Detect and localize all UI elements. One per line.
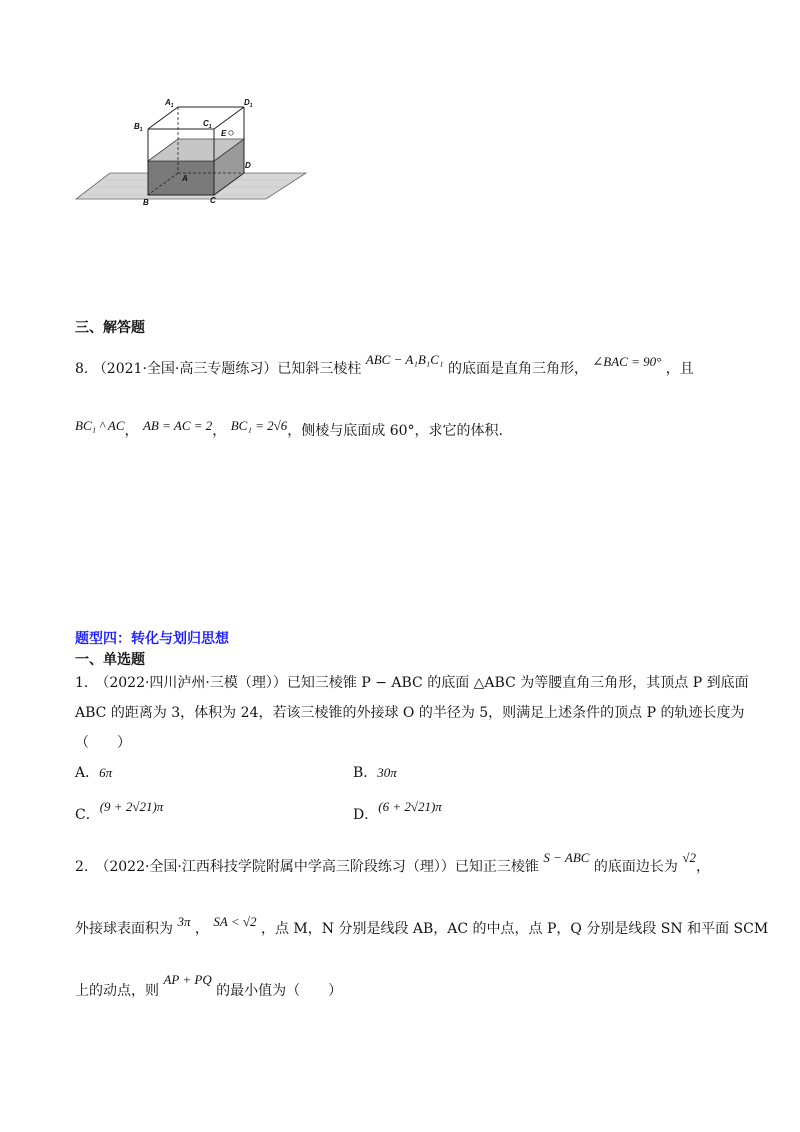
label-d: D (245, 161, 251, 170)
q8-cond2: AB = AC = 2 (142, 418, 213, 433)
option-c-value: (9 + 2√21)π (99, 799, 164, 814)
q8-line1 (75, 352, 694, 379)
q1-option-d[interactable] (353, 797, 442, 823)
option-d-value: (6 + 2√21)π (378, 799, 442, 814)
q8-line2 (75, 418, 503, 441)
label-b1: $B_1$ (134, 122, 143, 133)
label-c1: $C_1$ (203, 119, 212, 130)
q2-line2-b: ， (194, 921, 209, 937)
q2-line3 (75, 972, 343, 1001)
q2-cond: SA < √2 (213, 914, 257, 929)
water-front (148, 161, 214, 195)
q1-option-b[interactable] (353, 763, 397, 783)
q8-cond3: BC₁ = 2√6 (230, 418, 288, 433)
option-c-label: C． (75, 807, 100, 823)
q8-sep1: ， (124, 423, 139, 439)
q8-number: 8. (75, 361, 89, 377)
q2-edge: √2 (682, 850, 696, 865)
point-e-marker (229, 131, 233, 135)
q8-source: （2021·全国·高三专题练习）已知斜三棱柱 (92, 361, 362, 377)
option-a-label: A． (75, 765, 100, 781)
q2-start: 2. （2022·全国·江西科技学院附属中学高三阶段练习（理））已知正三棱锥 (75, 859, 539, 875)
label-a1: $A_1$ (165, 98, 174, 109)
q2-text1: 的底面边长为 (593, 859, 678, 875)
label-e: E (221, 129, 227, 138)
q2-expr: AP + PQ (163, 972, 212, 987)
q8-text1: 的底面是直角三角形， (447, 361, 588, 377)
q2-line2-a: 外接球表面积为 (75, 921, 173, 937)
section4-subheading: 一、单选题 (75, 652, 145, 668)
q2-line3-a: 上的动点，则 (75, 983, 159, 999)
q8-text3: ，侧棱与底面成 60°，求它的体积. (287, 423, 503, 439)
q2-line1 (75, 850, 710, 877)
q1-option-a[interactable] (75, 763, 112, 783)
label-a: A (182, 174, 188, 183)
q8-angle: ∠BAC = 90° (592, 354, 662, 369)
q1-line3: （ ） (75, 735, 131, 751)
q1-line1: 1. （2022·四川泸州·三模（理））已知三棱锥 P − ABC 的底面 △ABC 为等腰直角三角形，其顶点 P 到底面 (75, 675, 749, 691)
option-a-value: 6π (99, 765, 113, 780)
q2-area: 3π (177, 914, 191, 929)
prism-figure (70, 95, 320, 215)
q2-line3-b: 的最小值为（ ） (216, 983, 343, 999)
q8-text2: ，且 (665, 361, 694, 377)
option-b-value: 30π (377, 765, 397, 780)
label-d1: $D_1$ (244, 98, 253, 109)
q8-prism: ABC − A₁B₁C₁ (365, 352, 444, 367)
q1-line2: ABC 的距离为 3，体积为 24，若该三棱锥的外接球 O 的半径为 5，则满足上述条件的顶点 P 的轨迹长度为 (75, 705, 745, 721)
section3-heading: 三、解答题 (75, 320, 145, 336)
q8-cond1: BC₁ ^ AC (75, 418, 125, 433)
q2-text1-end: ， (695, 859, 710, 875)
q1-option-c[interactable] (75, 797, 164, 823)
label-c: C (210, 196, 216, 205)
label-b: B (143, 198, 149, 207)
q2-pyramid: S − ABC (543, 850, 590, 865)
section4-title: 题型四：转化与划归思想 (75, 631, 229, 647)
q2-line2-c: ，点 M，N 分别是线段 AB，AC 的中点，点 P，Q 分别是线段 SN 和平面 SCM (260, 921, 769, 937)
option-d-label: D． (353, 807, 379, 823)
option-b-label: B． (353, 765, 378, 781)
q2-line2 (75, 914, 769, 939)
q8-sep2: ， (212, 423, 227, 439)
